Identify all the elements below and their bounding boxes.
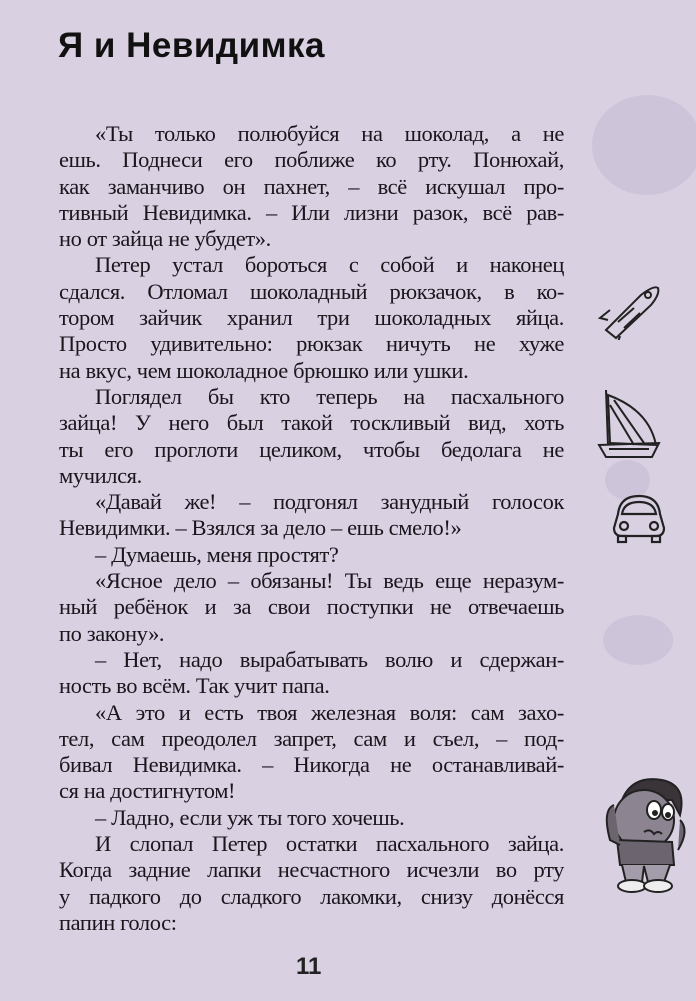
text-line: Поглядел бы кто теперь на пасхального <box>95 383 564 409</box>
text-line: мучился. <box>59 462 142 488</box>
worried-boy-illustration <box>592 770 692 895</box>
text-line: ся на достигнутом! <box>59 778 236 804</box>
sailboat-icon <box>594 385 664 465</box>
text-line: тором зайчик хранил три шоколадных яйца. <box>59 305 564 331</box>
text-line: тивный Невидимка. – Или лизни разок, всё рав- <box>59 199 564 225</box>
faded-illustration <box>603 615 673 665</box>
text-line: «Ясное дело – обязаны! Ты ведь еще неразум- <box>95 568 564 594</box>
text-line: у падкого до сладкого лакомки, снизу донёсся <box>59 883 564 909</box>
text-line: по закону». <box>59 620 165 646</box>
text-line: на вкус, чем шоколадное брюшко или ушки. <box>59 357 469 383</box>
page-number: 11 <box>296 953 322 980</box>
page-title: Я и Невидимка <box>58 26 326 65</box>
text-line: бивал Невидимка. – Никогда не останавливай- <box>59 752 564 778</box>
text-line: папин голос: <box>59 909 177 935</box>
text-line: сдался. Отломал шоколадный рюкзачок, в ко- <box>59 278 564 304</box>
text-line: зайца! У него был такой тоскливый вид, хоть <box>59 410 564 436</box>
text-line: ный ребёнок и за свои поступки не отвечаешь <box>59 594 564 620</box>
faded-illustration <box>592 95 696 195</box>
text-line: – Нет, надо вырабатывать волю и сдержан- <box>95 646 564 672</box>
text-line: Петер устал бороться с собой и наконец <box>95 252 564 278</box>
text-line: – Ладно, если уж ты того хочешь. <box>95 804 405 830</box>
text-line: И слопал Петер остатки пасхального зайца. <box>95 831 564 857</box>
text-line: тел, сам преодолел запрет, сам и съел, – под- <box>59 725 564 751</box>
text-line: ность во всём. Так учит папа. <box>59 673 330 699</box>
text-line: «А это и есть твоя железная воля: сам захо- <box>95 699 564 725</box>
body-text <box>59 121 564 936</box>
text-line: ты его проглоти целиком, чтобы бедолага не <box>59 436 564 462</box>
text-line: как заманчиво он пахнет, – всё искушал про- <box>59 173 564 199</box>
text-line: ешь. Поднеси его поближе ко рту. Понюхай, <box>59 147 564 173</box>
text-line: «Давай же! – подгонял занудный голосок <box>95 489 564 515</box>
text-line: – Думаешь, меня простят? <box>95 541 339 567</box>
text-line: но от зайца не убудет». <box>59 226 271 252</box>
rocket-icon <box>596 280 666 340</box>
text-line: Просто удивительно: рюкзак ничуть не хуже <box>59 331 564 357</box>
text-line: Невидимки. – Взялся за дело – ешь смело!» <box>59 515 462 541</box>
car-icon <box>610 492 668 544</box>
text-line: Когда задние лапки несчастного исчезли во рту <box>59 857 564 883</box>
text-line: «Ты только полюбуйся на шоколад, а не <box>95 121 564 146</box>
